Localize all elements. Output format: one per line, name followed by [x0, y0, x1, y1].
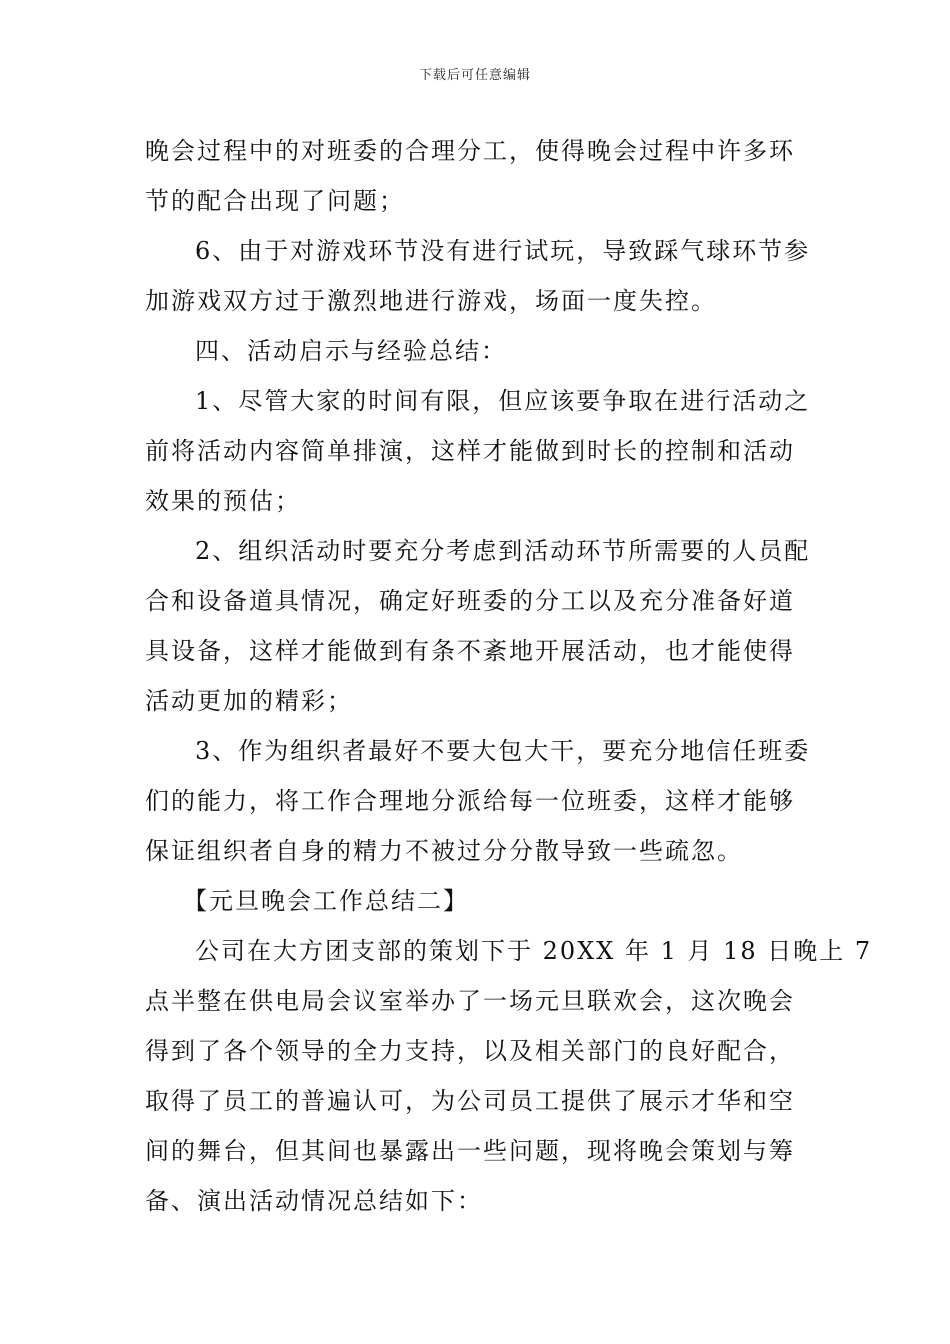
- text-line: 公司在大方团支部的策划下于 20XX 年 1 月 18 日晚上 7: [195, 937, 873, 965]
- text-line: 3、作为组织者最好不要大包大干，要充分地信任班委: [195, 737, 811, 765]
- text-line: 1、尽管大家的时间有限，但应该要争取在进行活动之: [195, 387, 811, 415]
- text-line: 保证组织者自身的精力不被过分分散导致一些疏忽。: [145, 837, 743, 865]
- text-line: 6、由于对游戏环节没有进行试玩，导致踩气球环节参: [195, 237, 811, 265]
- text-line: 活动更加的精彩；: [145, 687, 353, 715]
- document-body: [145, 126, 873, 1226]
- text-line: 节的配合出现了问题；: [145, 187, 405, 215]
- text-line: 取得了员工的普遍认可，为公司员工提供了展示才华和空: [145, 1087, 795, 1115]
- text-line: 具设备，这样才能做到有条不紊地开展活动，也才能使得: [145, 637, 795, 665]
- page-header: 下载后可任意编辑: [418, 68, 531, 83]
- section-heading: 四、活动启示与经验总结：: [195, 337, 507, 365]
- text-line: 得到了各个领导的全力支持，以及相关部门的良好配合，: [145, 1037, 795, 1065]
- text-line: 间的舞台，但其间也暴露出一些问题，现将晚会策划与筹: [145, 1137, 795, 1165]
- text-line: 点半整在供电局会议室举办了一场元旦联欢会，这次晚会: [145, 987, 795, 1015]
- text-line: 备、演出活动情况总结如下：: [145, 1187, 483, 1215]
- text-line: 效果的预估；: [145, 487, 301, 515]
- text-line: 们的能力，将工作合理地分派给每一位班委，这样才能够: [145, 787, 795, 815]
- section-title: 【元旦晚会工作总结二】: [183, 887, 469, 915]
- text-line: 2、组织活动时要充分考虑到活动环节所需要的人员配: [195, 537, 811, 565]
- text-line: 合和设备道具情况，确定好班委的分工以及充分准备好道: [145, 587, 795, 615]
- text-line: 加游戏双方过于激烈地进行游戏，场面一度失控。: [145, 287, 717, 315]
- text-line: 晚会过程中的对班委的合理分工，使得晚会过程中许多环: [145, 137, 795, 165]
- text-line: 前将活动内容简单排演，这样才能做到时长的控制和活动: [145, 437, 795, 465]
